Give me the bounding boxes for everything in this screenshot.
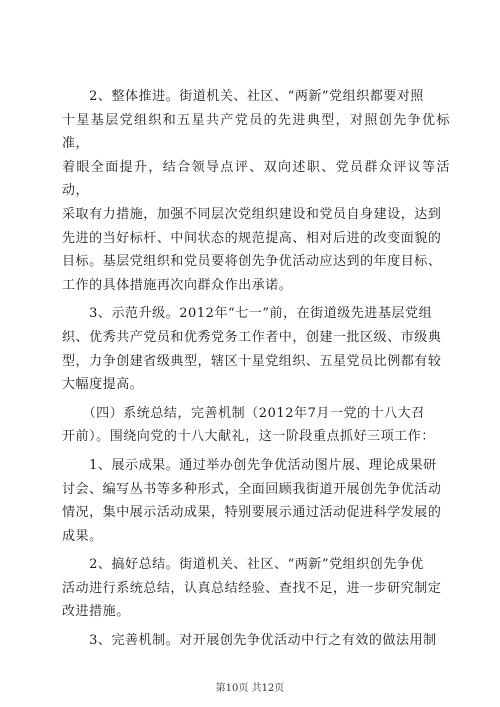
text-line: 型，力争创建省级典型，辖区十星党组织、五星党员比例都有较	[62, 353, 442, 369]
text-line: 织、优秀共产党员和优秀党务工作者中，创建一批区级、市级典	[62, 329, 442, 345]
text-line: 十星基层党组织和五星共产党员的先进典型，对照创先争优标准，	[62, 112, 450, 152]
text-line: 3、示范升级。2012年“七一”前，在街道级先进基层党组	[62, 306, 433, 322]
paragraph-improve-mechanism	[62, 629, 450, 653]
paragraph-model-upgrade	[62, 302, 450, 396]
text-line: （四）系统总结，完善机制（2012年7月一党的十八大召	[62, 405, 425, 421]
text-line: 采取有力措施，加强不同层次党组织建设和党员自身建设，达到	[62, 206, 442, 222]
text-line: 讨会、编写丛书等多种形式，全面回顾我街道开展创先争优活动	[62, 481, 442, 497]
text-line: 活动进行系统总结，认真总结经验、查找不足，进一步研究制定	[62, 580, 442, 596]
text-line: 成果。	[62, 528, 103, 544]
paragraph-show-results	[62, 454, 450, 548]
document-body	[62, 85, 450, 658]
text-line: 着眼全面提升，结合领导点评、双向述职、党员群众评议等活动，	[62, 159, 450, 199]
text-line: 工作的具体措施再次向群众作出承诺。	[62, 277, 293, 293]
paragraph-do-summary	[62, 553, 450, 624]
page-number-footer: 第10页 共12页	[215, 683, 285, 694]
text-line: 先进的当好标杆、中间状态的规范提高、相对后进的改变面貌的	[62, 230, 442, 246]
text-line: 目标。基层党组织和党员要将创先争优活动应达到的年度目标、	[62, 254, 442, 270]
text-line: 改进措施。	[62, 604, 130, 620]
text-line: 情况，集中展示活动成果，特别要展示通过活动促进科学发展的	[62, 505, 442, 521]
text-line: 2、搞好总结。街道机关、社区、“两新”党组织创先争优	[62, 557, 424, 573]
text-line: 2、整体推进。街道机关、社区、“两新”党组织都要对照	[62, 89, 424, 104]
paragraph-overall-advance	[62, 85, 450, 297]
text-line: 3、完善机制。对开展创先争优活动中行之有效的做法用制	[62, 633, 437, 649]
text-line: 大幅度提高。	[62, 377, 144, 393]
text-line: 开前）。围绕向党的十八大献礼，这一阶段重点抓好三项工作：	[62, 429, 435, 445]
paragraph-section-four-heading	[62, 402, 450, 449]
text-line: 1、展示成果。通过举办创先争优活动图片展、理论成果研	[62, 457, 437, 473]
